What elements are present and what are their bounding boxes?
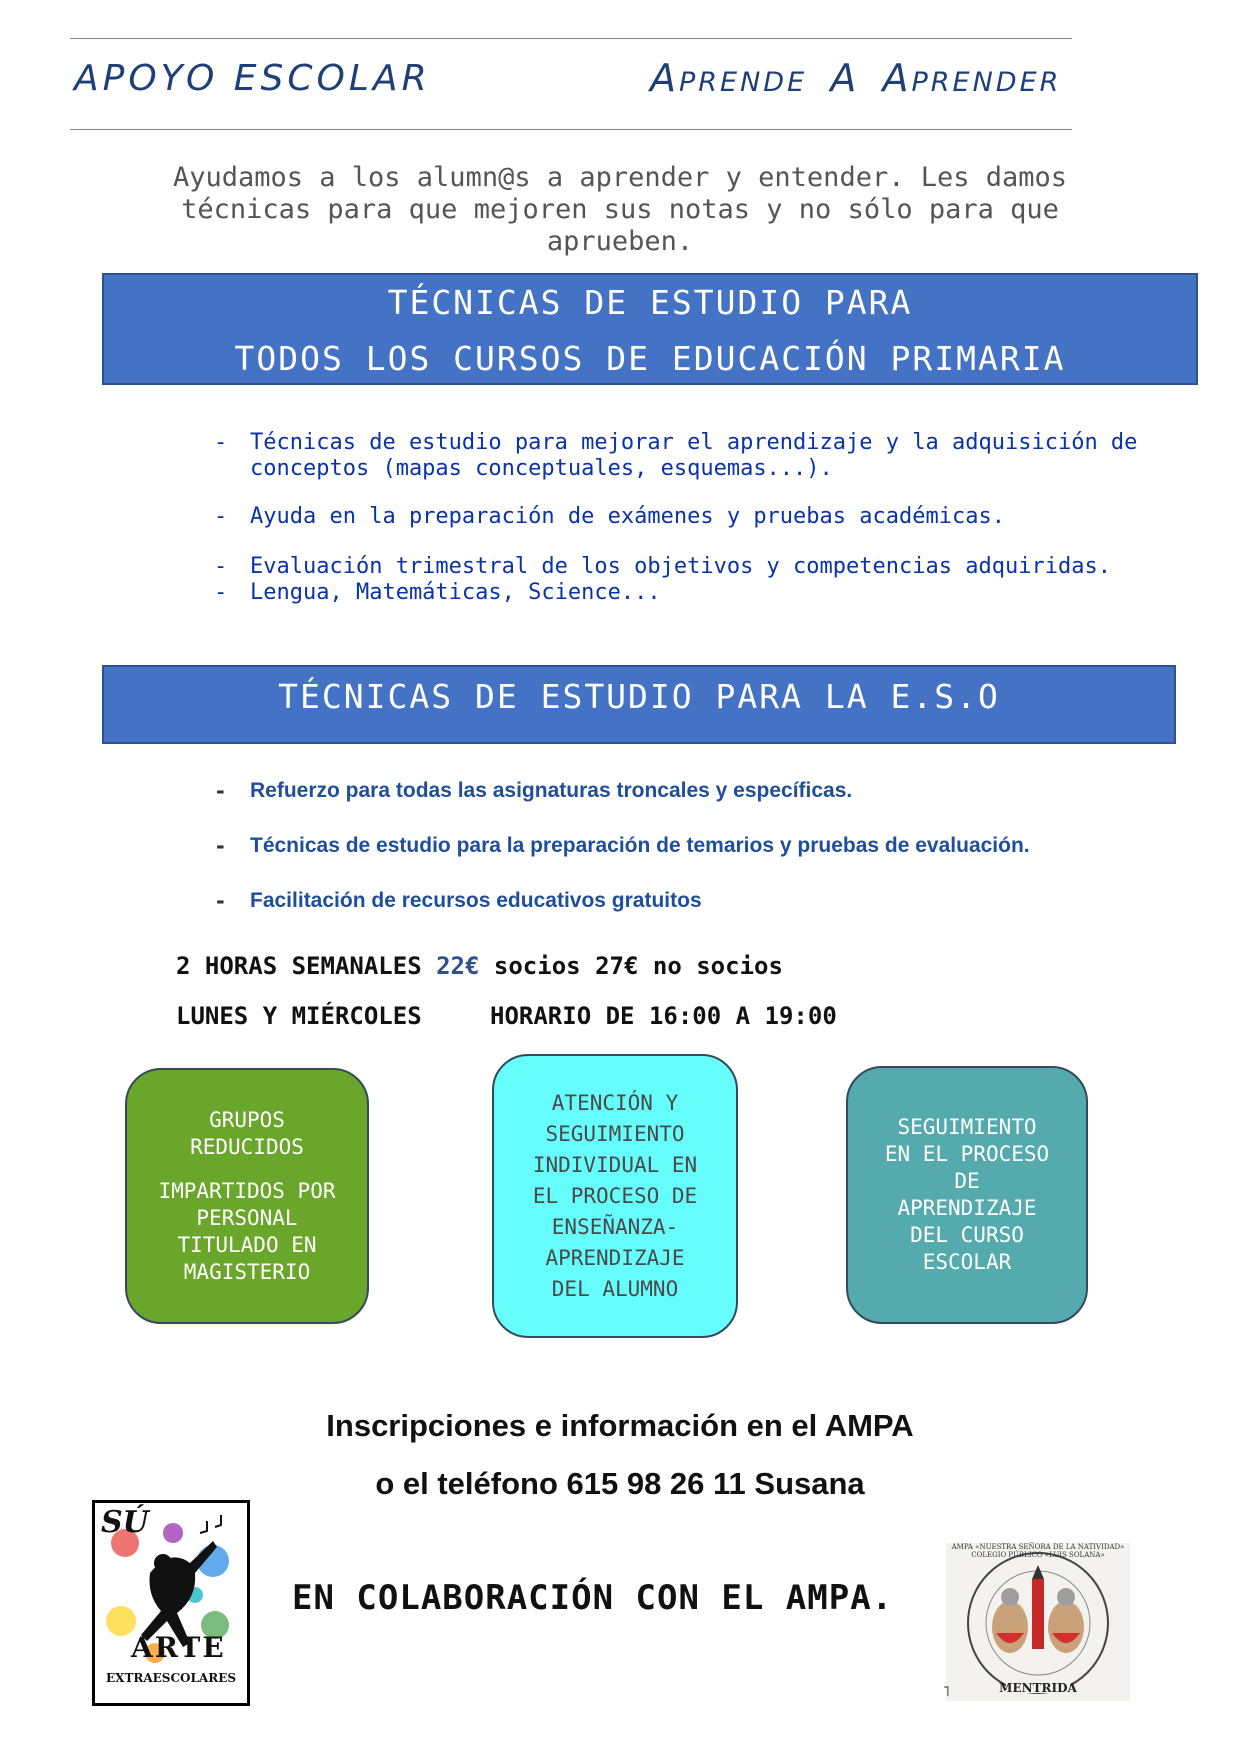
nonmember-price: 27€ [595, 952, 639, 980]
feature-box-followup: SEGUIMIENTO EN EL PROCESO DE APRENDIZAJE DEL CURSO ESCOLAR [846, 1066, 1088, 1324]
feature-box-small-groups: GRUPOS REDUCIDOS IMPARTIDOS POR PERSONAL TITULADO EN MAGISTERIO [125, 1068, 369, 1324]
suarte-logo: SÚ ARTE EXTRAESCOLARES [92, 1500, 250, 1706]
eso-banner-title: TÉCNICAS DE ESTUDIO PARA LA E.S.O [278, 677, 1000, 716]
list-item: - Facilitación de recursos educativos gratuitos [214, 889, 702, 913]
ampa-seal-icon [946, 1543, 1130, 1701]
collaboration-text: EN COLABORACIÓN CON EL AMPA. [292, 1578, 894, 1618]
schedule-days: LUNES Y MIÉRCOLES [176, 1002, 422, 1030]
member-price: 22€ [436, 952, 480, 980]
primaria-banner-line1: TÉCNICAS DE ESTUDIO PARA [387, 283, 913, 322]
list-item: - Técnicas de estudio para la preparación de temarios y pruebas de evaluación. [214, 834, 1030, 858]
header-left-title: APOYO ESCOLAR [74, 58, 431, 99]
list-item: - Evaluación trimestral de los objetivos y competencias adquiridas. [214, 554, 1111, 579]
contact-line1: Inscripciones e información en el AMPA [326, 1408, 914, 1443]
eso-banner [102, 665, 1176, 744]
list-item: - Refuerzo para todas las asignaturas troncales y específicas. [214, 779, 853, 803]
contact-line2: o el teléfono 615 98 26 11 Susana [375, 1466, 865, 1501]
eso-list [214, 778, 1174, 943]
header-right-title: APRENDE A APRENDER [650, 56, 1062, 100]
list-item: - Técnicas de estudio para mejorar el aprendizaje y la adquisición de conceptos (mapas conceptuales, esquemas...). [214, 430, 1138, 481]
top-rule [70, 38, 1072, 39]
header-bottom-rule [70, 129, 1072, 130]
ampa-seal-logo: AMPA «NUESTRA SEÑORA DE LA NATIVIDAD» COLEGIO PÚBLICO «LUIS SOLANA» MENTRIDA [946, 1543, 1130, 1701]
schedule-line [176, 1002, 837, 1030]
feature-box-individual: ATENCIÓN Y SEGUIMIENTO INDIVIDUAL EN EL PROCESO DE ENSEÑANZA-APRENDIZAJE DEL ALUMNO [492, 1054, 738, 1338]
primaria-banner-line2: TODOS LOS CURSOS DE EDUCACIÓN PRIMARIA [234, 339, 1066, 378]
list-item: - Lengua, Matemáticas, Science... [214, 580, 661, 605]
schedule-hours: HORARIO DE 16:00 A 19:00 [490, 1002, 837, 1030]
pricing-line: 2 HORAS SEMANALES 22€ socios 27€ no socios [176, 952, 783, 980]
primaria-list [214, 430, 1174, 606]
stray-mark: ˥ [942, 1684, 951, 1700]
primaria-banner [102, 273, 1198, 385]
intro-text: Ayudamos a los alumn@s a aprender y entender. Les damos técnicas para que mejoren sus notas y no sólo para que aprueben. [172, 162, 1068, 257]
list-item: - Ayuda en la preparación de exámenes y pruebas académicas. [214, 504, 1005, 529]
